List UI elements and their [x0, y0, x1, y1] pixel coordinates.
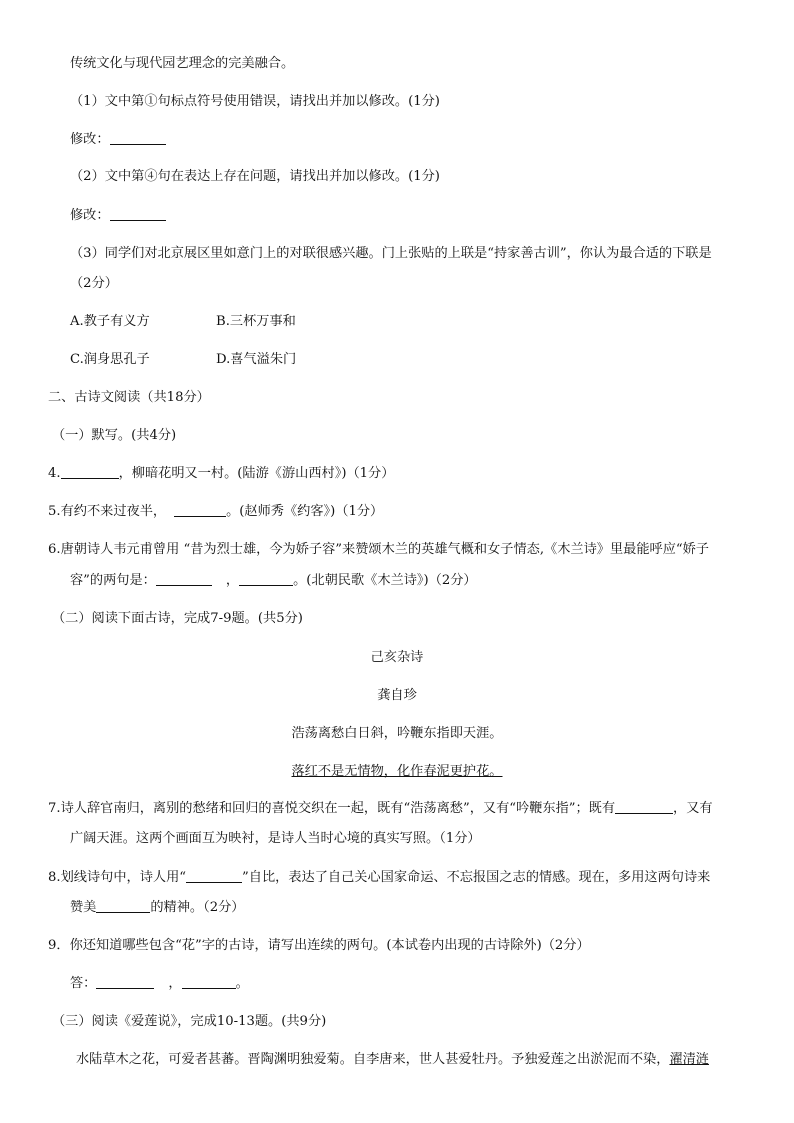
answer-blank[interactable] — [239, 571, 293, 586]
fix-label: 修改： — [70, 208, 110, 223]
question-6-line-2 — [70, 571, 477, 591]
question-text: 。(赵师秀《约客》)（1分） — [226, 504, 384, 519]
prose-paragraph — [76, 1050, 709, 1070]
answer-blank[interactable] — [96, 898, 150, 913]
answer-blank[interactable] — [615, 799, 673, 814]
answer-blank[interactable] — [96, 974, 154, 989]
answer-blank[interactable] — [61, 464, 119, 479]
question-1: （1）文中第①句标点符号使用错误，请找出并加以修改。(1分) — [70, 94, 440, 109]
question-number: 4. — [48, 466, 61, 481]
section-2-heading: 二、古诗文阅读（共18分） — [48, 390, 210, 405]
options-row-2 — [70, 350, 296, 370]
question-4 — [48, 464, 394, 484]
question-text: ，又有 — [673, 801, 713, 816]
subsection-3-heading: （三）阅读《爱莲说》，完成10-13题。(共9分) — [52, 1014, 327, 1029]
poem-author: 龚自珍 — [377, 688, 417, 703]
question-7-line-1 — [48, 799, 713, 819]
answer-blank[interactable] — [182, 974, 236, 989]
question-2: （2）文中第④句在表达上存在问题，请找出并加以修改。(1分) — [70, 169, 440, 184]
passage-tail: 传统文化与现代园艺理念的完美融合。 — [70, 56, 295, 71]
poem-line-2 — [0, 762, 794, 782]
question-5 — [48, 502, 383, 522]
option-c[interactable]: C.润身思孔子 — [70, 352, 150, 367]
option-d[interactable]: D.喜气溢朱门 — [216, 352, 297, 367]
question-text: 5.有约不来过夜半， — [48, 504, 167, 519]
underlined-poem-line: 落红不是无情物，化作春泥更护花。 — [291, 764, 503, 779]
answer-blank[interactable] — [110, 206, 166, 221]
question-3-line-1: （3）同学们对北京展区里如意门上的对联很感兴趣。门上张贴的上联是“持家善古训”，你认为最合适的下联是 — [70, 246, 712, 261]
question-6-line-1: 6.唐朝诗人韦元甫曾用 “昔为烈士雄，今为娇子容”来赞颂木兰的英雄气概和女子情态,《木兰诗》里最能呼应“娇子 — [48, 542, 709, 557]
answer-blank[interactable] — [186, 868, 242, 883]
option-b[interactable]: B.三杯万事和 — [216, 314, 296, 329]
prose-text: 水陆草木之花，可爱者甚蕃。晋陶渊明独爱菊。自李唐来，世人甚爱牡丹。予独爱莲之出淤泥而不染， — [76, 1052, 670, 1067]
question-8-line-2 — [70, 898, 244, 918]
poem-line-1: 浩荡离愁白日斜，吟鞭东指即天涯。 — [291, 726, 503, 741]
option-a[interactable]: A.教子有义方 — [70, 314, 150, 329]
fix-label: 修改： — [70, 132, 110, 147]
answer-blank[interactable] — [156, 571, 212, 586]
question-3-line-2: （2分） — [70, 276, 118, 291]
question-text: 8.划线诗句中，诗人用“ — [48, 870, 187, 885]
options-row-1 — [70, 312, 296, 332]
answer-label: 答： — [70, 976, 97, 991]
question-7-line-2: 广阔天涯。这两个画面互为映衬，是诗人当时心境的真实写照。（1分） — [70, 831, 481, 846]
question-text: ，柳暗花明又一村。(陆游《游山西村》)（1分） — [118, 466, 395, 481]
answer-blank[interactable] — [110, 130, 166, 145]
question-text: 。(北朝民歌《木兰诗》)（2分） — [293, 573, 477, 588]
question-9: 9．你还知道哪些包含“花”字的古诗，请写出连续的两句。(本试卷内出现的古诗除外)（2分） — [48, 938, 590, 953]
question-text: 。 — [235, 976, 249, 991]
subsection-1-heading: （一）默写。(共4分) — [52, 428, 177, 443]
question-text: ”自比，表达了自己关心国家命运、不忘报国之志的情感。现在，多用这两句诗来 — [242, 870, 711, 885]
poem-title: 己亥杂诗 — [370, 650, 424, 665]
question-8-line-1 — [48, 868, 710, 888]
question-text: 赞美 — [70, 900, 97, 915]
question-text: ， — [168, 976, 182, 991]
answer-line-2 — [70, 206, 166, 226]
question-text: 的精神。（2分） — [150, 900, 245, 915]
answer-line-1 — [70, 130, 166, 150]
underlined-prose: 濯清涟 — [669, 1052, 709, 1067]
question-text: 容”的两句是： — [70, 573, 156, 588]
question-text: 7.诗人辞官南归，离别的愁绪和回归的喜悦交织在一起，既有“浩荡离愁”，又有“吟鞭东指”；既有 — [48, 801, 616, 816]
answer-line-9 — [70, 974, 249, 994]
question-text: ， — [225, 573, 240, 588]
answer-blank[interactable] — [174, 502, 226, 517]
subsection-2-heading: （二）阅读下面古诗，完成7-9题。(共5分) — [52, 611, 303, 626]
